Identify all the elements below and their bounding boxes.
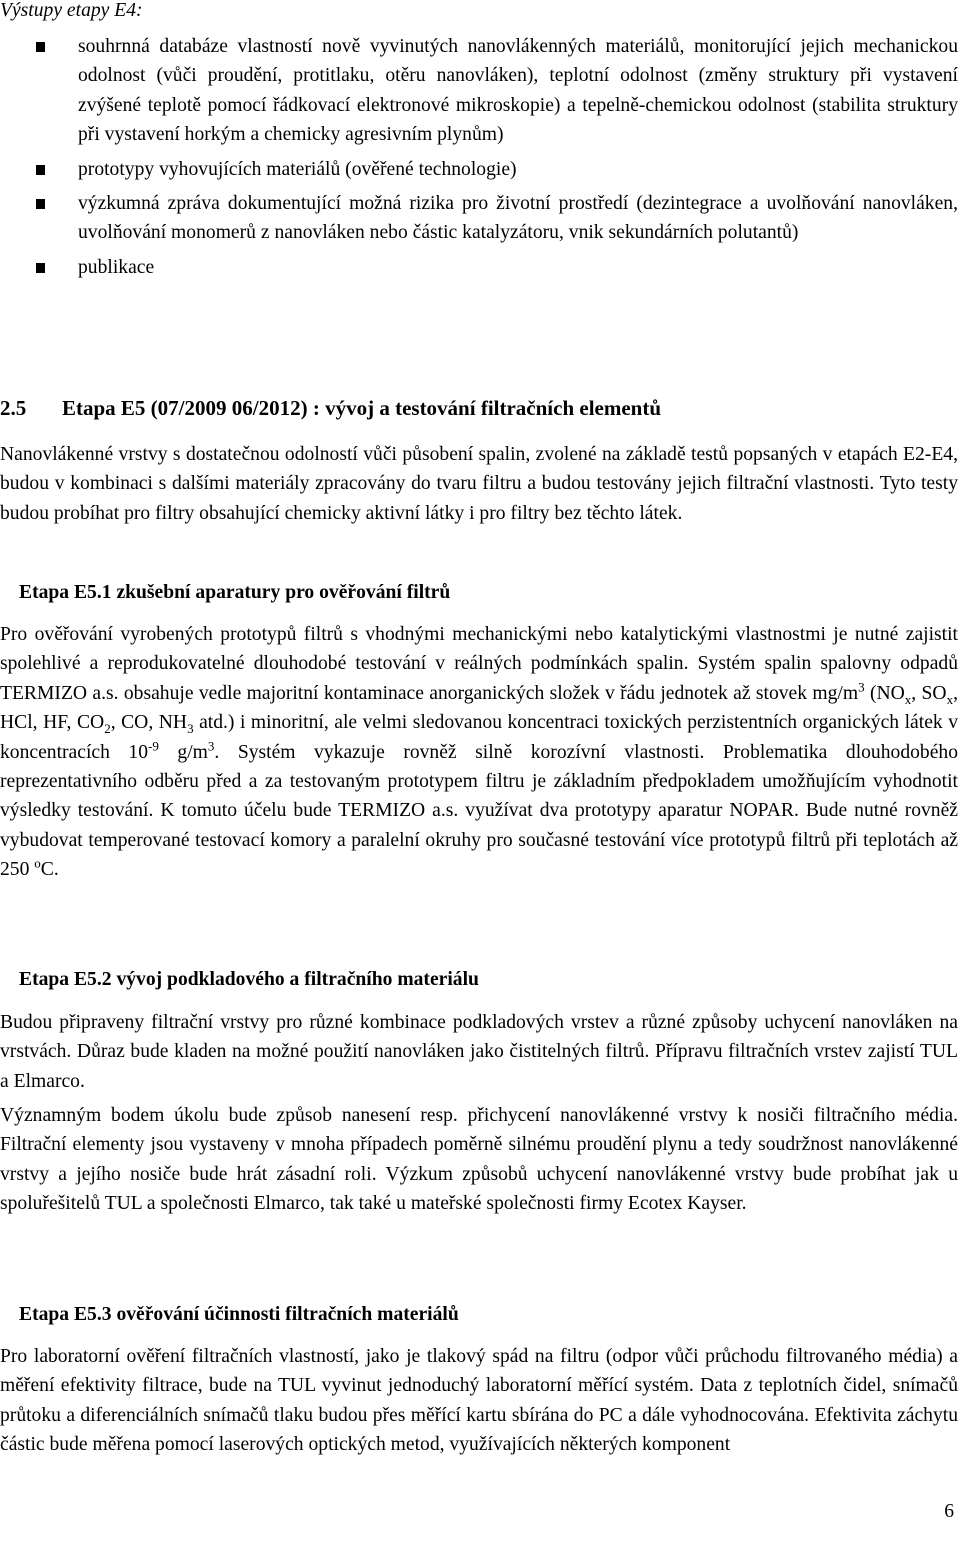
section-intro-paragraph: Nanovlákenné vrstvy s dostatečnou odolností vůči působení spalin, zvolené na základě testů popsaných v etapách E2-E4, budou v kombinaci s dalšími materiály zpracovány do tvaru filtru a budou testovány jejich filtrační vlastnosti. Tyto testy budou probíhat pro filtry obsahující chemicky aktivní látky i pro filtry bez těchto látek. <box>0 444 958 524</box>
e52-heading: Etapa E5.2 vývoj podkladového a filtračního materiálu <box>19 969 479 990</box>
outputs-list <box>36 32 958 287</box>
list-item-text: publikace <box>78 256 155 278</box>
outputs-heading: Výstupy etapy E4: <box>0 0 143 21</box>
section-title: Etapa E5 (07/2009 06/2012) : vývoj a testování filtračních elementů <box>62 396 662 420</box>
e53-paragraph-1: Pro laboratorní ověření filtračních vlastností, jako je tlakový spád na filtru (odpor vůči průchodu filtrovaného média) a měření efektivity filtrace, bude na TUL vyvinut jednoduchý laboratorní měřící systém. Data z teplotních čidel, snímačů průtoku a diferenciálních snímačů tlaku budou přes měřící kartu sbírána do PC a dále vyhodnocována. Efektivita záchytu částic bude měřena pomocí laserových optických metod, využívajících některých komponent <box>0 1346 958 1456</box>
list-item-text: výzkumná zpráva dokumentující možná rizika pro životní prostředí (dezintegrace a uvolňování nanovláken, uvolňování monomerů z nanovláken nebo částic katalyzátoru, vnik sekundárních polutantů) <box>78 193 958 244</box>
list-item <box>36 189 958 248</box>
e52-paragraph-1: Budou připraveny filtrační vrstvy pro různé kombinace podkladových vrstev a různé způsoby uchycení nanovláken na vrstvách. Důraz bude kladen na možné použití nanovláken jako čistitelných filtrů. Přípravu filtračních vrstev zajistí TUL a Elmarco. <box>0 1012 958 1092</box>
section-number: 2.5 <box>0 396 27 420</box>
square-bullet-icon <box>36 42 45 52</box>
list-item-text: prototypy vyhovujících materiálů (ověřené technologie) <box>78 158 517 180</box>
section-heading <box>0 393 960 423</box>
square-bullet-icon <box>36 199 45 209</box>
list-item <box>36 253 958 282</box>
e51-heading: Etapa E5.1 zkušební aparatury pro ověřování filtrů <box>19 582 451 603</box>
list-item-text: souhrnná databáze vlastností nově vyvinutých nanovlákenných materiálů, monitorující jejich mechanickou odolnost (vůči proudění, protitlaku, otěru nanovláken), teplotní odolnost (změny struktury při vystavení zvýšené teplotě pomocí řádkovací elektronové mikroskopie) a tepelně-chemickou odolnost (stabilita struktury při vystavení horkým a chemicky agresivním plynům) <box>78 36 958 146</box>
e52-paragraph-2: Významným bodem úkolu bude způsob nanesení resp. přichycení nanovlákenné vrstvy k nosiči filtračního média. Filtrační elementy jsou vystaveny v mnoha případech poměrně silnému proudění plynu a tedy soudržnost nanovlákenné vrstvy a jejího nosiče bude hrát zásadní roli. Výzkum způsobů uchycení nanovlákenné vrstvy bude probíhat jak u spoluřešitelů TUL a společnosti Elmarco, tak také u mateřské společnosti firmy Ecotex Kayser. <box>0 1105 958 1215</box>
square-bullet-icon <box>36 165 45 175</box>
e53-heading: Etapa E5.3 ověřování účinnosti filtračních materiálů <box>19 1304 459 1325</box>
list-item <box>36 32 958 150</box>
page-number: 6 <box>944 1501 954 1522</box>
square-bullet-icon <box>36 263 45 273</box>
e51-paragraph: Pro ověřování vyrobených prototypů filtrů s vhodnými mechanickými nebo katalytickými vlastnostmi je nutné zajistit spolehlivé a reprodukovatelné dlouhodobé testování v reálných podmínkách spalin. Systém spalin spalovny odpadů TERMIZO a.s. obsahuje vedle majoritní kontaminace anorganických složek v řádu jednotek až stovek $mg/m^3$ ($NO_x$, $SO_x$, HCl, HF, $CO_2$, CO, $NH_3$ atd.) i minoritní, ale velmi sledovanou koncentraci toxických perzistentních organických látek v koncentracích $10^{-9}$ $g/m^3$. Systém vykazuje rovněž silně korozívní vlastnosti. Problematika dlouhodobého reprezentativního odběru před a za testovaným prototypem filtru je základním předpokladem umožňujícím vyhodnotit výsledky testování. K tomuto účelu bude TERMIZO a.s. využívat dva prototypy aparatur NOPAR. Bude nutné rovněž vybudovat temperované testovací komory a paralelní okruhy pro současné testování více prototypů filtrů při teplotách až 250 $^o$C. <box>0 624 959 881</box>
list-item <box>36 155 958 184</box>
